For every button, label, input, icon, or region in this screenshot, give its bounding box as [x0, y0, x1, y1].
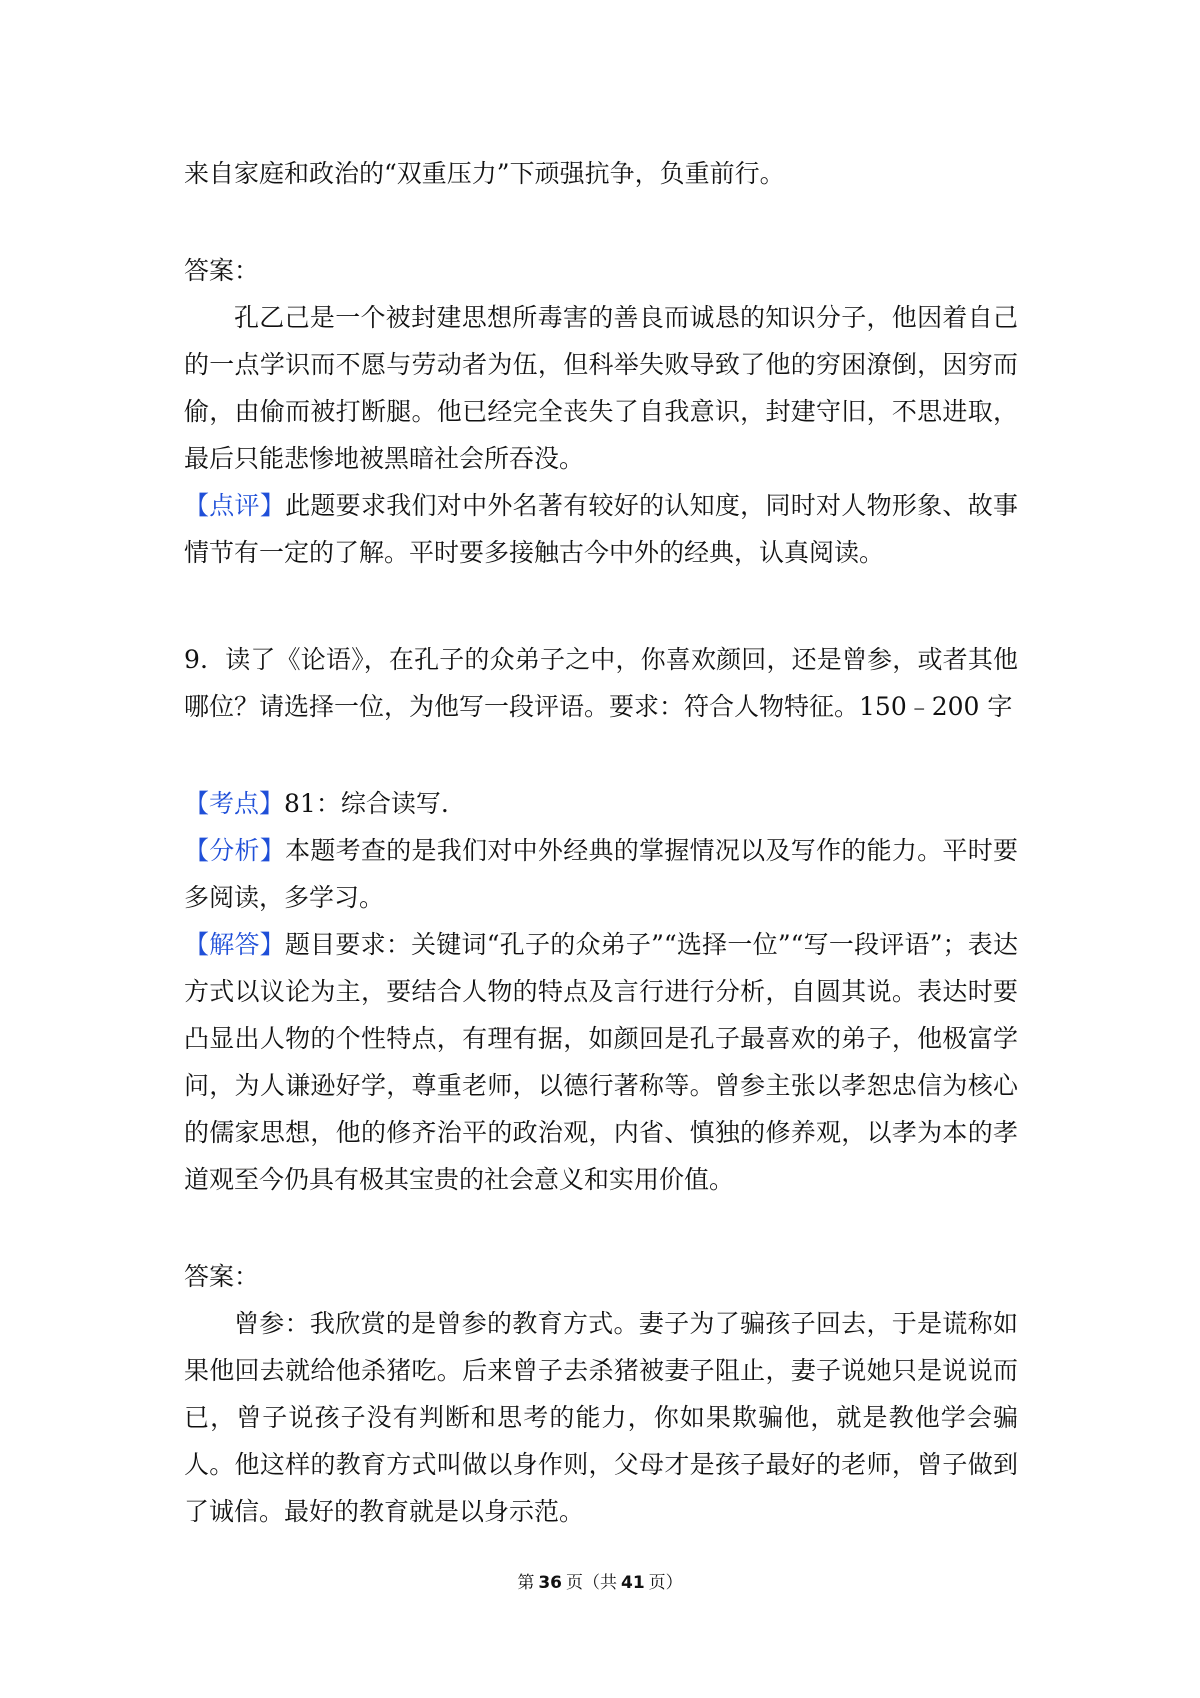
jieda-tag: 【解答】 — [184, 930, 285, 959]
intro-tail-paragraph: 来自家庭和政治的“双重压力”下顽强抗争，负重前行。 — [184, 159, 785, 188]
page-footer — [0, 1568, 1200, 1593]
jieda-text: 题目要求：关键词“孔子的众弟子”“选择一位”“写一段评语”；表达方式以议论为主，要结合人物的特点及言行进行分析，自圆其说。表达时要凸显出人物的个性特点，有理有据，如颜回是孔子最喜欢的弟子，他极富学问，为人谦逊好学，尊重老师，以德行著称等。曾参主张以孝恕忠信为核心的儒家思想，他的修齐治平的政治观，内省、慎独的修养观，以孝为本的孝道观至今仍具有极其宝贵的社会意义和实用价值。 — [184, 930, 1018, 1194]
kaodian-paragraph — [184, 780, 1018, 827]
page-content — [184, 150, 1018, 1535]
fenxi-tag: 【分析】 — [184, 836, 286, 865]
footer-suffix: 页） — [648, 1573, 683, 1593]
kaodian-tag: 【考点】 — [184, 789, 285, 818]
answer-1-text: 孔乙己是一个被封建思想所毒害的善良而诚恳的知识分子，他因着自己的一点学识而不愿与劳动者为伍，但科举失败导致了他的穷困潦倒，因穷而偷，由偷而被打断腿。他已经完全丧失了自我意识，封建守旧，不思进取，最后只能悲惨地被黑暗社会所吞没。 — [184, 303, 1018, 473]
footer-prefix: 第 — [517, 1573, 535, 1593]
answer-2-label: 答案： — [184, 1262, 260, 1291]
footer-page-number: 36 — [538, 1573, 562, 1593]
question-9-text: 9．读了《论语》，在孔子的众弟子之中，你喜欢颜回，还是曾参，或者其他哪位？请选择一位，为他写一段评语。要求：符合人物特征。150﹣200 字 — [184, 645, 1018, 721]
comment-1-text: 此题要求我们对中外名著有较好的认知度，同时对人物形象、故事情节有一定的了解。平时要多接触古今中外的经典，认真阅读。 — [184, 491, 1018, 567]
kaodian-text: 81：综合读写. — [284, 789, 449, 818]
comment-1-tag: 【点评】 — [184, 491, 286, 520]
footer-total-pages: 41 — [621, 1573, 645, 1593]
answer-1-label: 答案： — [184, 256, 260, 285]
comment-1-paragraph — [184, 482, 1018, 576]
fenxi-text: 本题考查的是我们对中外经典的掌握情况以及写作的能力。平时要多阅读，多学习。 — [184, 836, 1018, 912]
fenxi-paragraph — [184, 827, 1018, 921]
footer-middle: 页（共 — [566, 1573, 617, 1593]
jieda-paragraph — [184, 921, 1018, 1203]
answer-2-text: 曾参：我欣赏的是曾参的教育方式。妻子为了骗孩子回去，于是谎称如果他回去就给他杀猪吃。后来曾子去杀猪被妻子阻止，妻子说她只是说说而已，曾子说孩子没有判断和思考的能力，你如果欺骗他，就是教他学会骗人。他这样的教育方式叫做以身作则，父母才是孩子最好的老师，曾子做到了诚信。最好的教育就是以身示范。 — [184, 1309, 1018, 1526]
